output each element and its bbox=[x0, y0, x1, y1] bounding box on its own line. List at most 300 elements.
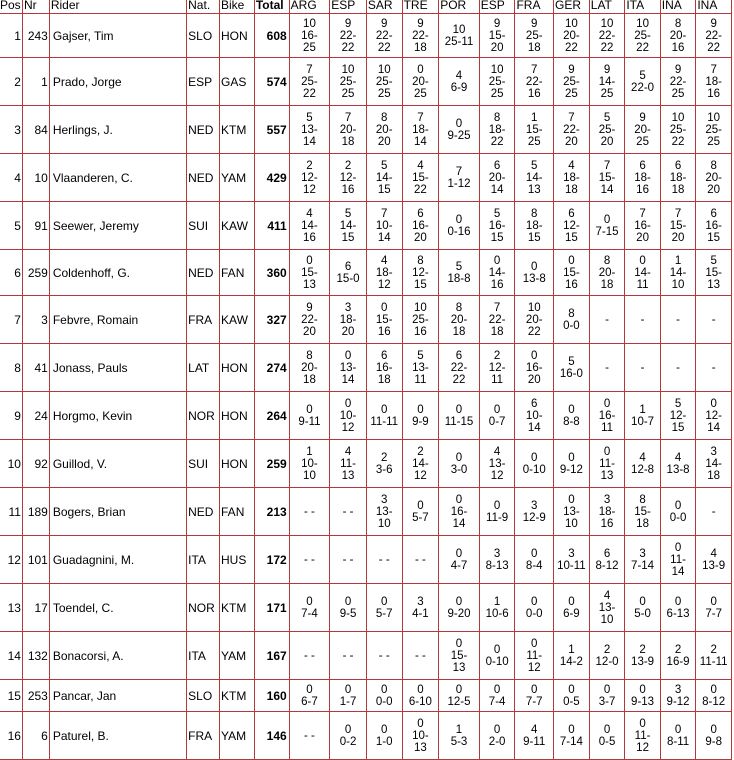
race-result-cell: 10 16- 25 bbox=[289, 14, 330, 58]
race-result-cell: 0 9-8 bbox=[696, 712, 732, 760]
total-points-cell: 171 bbox=[254, 584, 289, 632]
race-result-cell: 3 12-9 bbox=[515, 488, 554, 536]
total-points-cell: 429 bbox=[254, 154, 289, 202]
total-points-cell: 557 bbox=[254, 106, 289, 154]
race-result-cell: 2 12-0 bbox=[589, 632, 625, 680]
number-cell: 243 bbox=[22, 14, 49, 58]
table-row bbox=[0, 536, 732, 584]
race-result-cell: 9 20- 25 bbox=[625, 106, 660, 154]
number-cell: 3 bbox=[22, 296, 49, 344]
rider-name-cell: Guillod, V. bbox=[49, 440, 186, 488]
race-result-cell: 5 16-0 bbox=[554, 344, 590, 392]
number-cell: 92 bbox=[22, 440, 49, 488]
race-result-cell: 8 15- 18 bbox=[625, 488, 660, 536]
rider-name-cell: Jonass, Pauls bbox=[49, 344, 186, 392]
race-result-cell: - bbox=[589, 344, 625, 392]
race-result-cell: 3 9-12 bbox=[660, 680, 696, 712]
race-result-cell: 3 10-11 bbox=[554, 536, 590, 584]
column-header: FRA bbox=[515, 0, 554, 14]
race-result-cell: 0 7-7 bbox=[515, 680, 554, 712]
race-result-cell: 9 22- 20 bbox=[289, 296, 330, 344]
race-result-cell: - - bbox=[330, 488, 367, 536]
total-points-cell: 172 bbox=[254, 536, 289, 584]
race-result-cell: 0 16- 14 bbox=[439, 488, 480, 536]
race-result-cell: - bbox=[660, 296, 696, 344]
bike-cell: HON bbox=[220, 392, 255, 440]
total-points-cell: 608 bbox=[254, 14, 289, 58]
race-result-cell: 4 13-8 bbox=[660, 440, 696, 488]
table-row bbox=[0, 14, 732, 58]
race-result-cell: 8 20- 18 bbox=[439, 296, 480, 344]
race-result-cell: 0 6-7 bbox=[289, 680, 330, 712]
race-result-cell: 7 15- 20 bbox=[660, 202, 696, 250]
number-cell: 259 bbox=[22, 250, 49, 296]
race-result-cell: 7 16- 20 bbox=[625, 202, 660, 250]
column-header: Nr bbox=[22, 0, 49, 14]
race-result-cell: 10 25- 25 bbox=[696, 106, 732, 154]
race-result-cell: 4 18- 12 bbox=[366, 250, 402, 296]
number-cell: 91 bbox=[22, 202, 49, 250]
race-result-cell: - bbox=[625, 344, 660, 392]
bike-cell: KAW bbox=[220, 202, 255, 250]
race-result-cell: 6 16- 18 bbox=[366, 344, 402, 392]
rider-name-cell: Prado, Jorge bbox=[49, 58, 186, 106]
race-result-cell: - bbox=[696, 488, 732, 536]
race-result-cell: 10 25-11 bbox=[439, 14, 480, 58]
race-result-cell: 5 14- 15 bbox=[366, 154, 402, 202]
position-cell: 12 bbox=[0, 536, 22, 584]
race-result-cell: 6 16- 15 bbox=[696, 202, 732, 250]
total-points-cell: 264 bbox=[254, 392, 289, 440]
number-cell: 1 bbox=[22, 58, 49, 106]
table-row bbox=[0, 632, 732, 680]
race-result-cell: 0 7-4 bbox=[479, 680, 515, 712]
nationality-cell: ESP bbox=[187, 58, 220, 106]
race-result-cell: 1 15- 25 bbox=[515, 106, 554, 154]
total-points-cell: 146 bbox=[254, 712, 289, 760]
race-result-cell: 0 6-9 bbox=[554, 584, 590, 632]
column-header: Total bbox=[254, 0, 289, 14]
race-result-cell: 0 5-7 bbox=[402, 488, 439, 536]
total-points-cell: 259 bbox=[254, 440, 289, 488]
race-result-cell: 4 15- 22 bbox=[402, 154, 439, 202]
position-cell: 13 bbox=[0, 584, 22, 632]
race-result-cell: 3 4-1 bbox=[402, 584, 439, 632]
race-result-cell: 7 22- 20 bbox=[554, 106, 590, 154]
race-result-cell: 4 6-9 bbox=[439, 58, 480, 106]
race-result-cell: 8 18- 15 bbox=[515, 202, 554, 250]
race-result-cell: 2 13-9 bbox=[625, 632, 660, 680]
race-result-cell: 2 12- 11 bbox=[479, 344, 515, 392]
rider-name-cell: Bonacorsi, A. bbox=[49, 632, 186, 680]
race-result-cell: 5 25- 20 bbox=[589, 106, 625, 154]
bike-cell: HON bbox=[220, 14, 255, 58]
table-body bbox=[0, 14, 732, 760]
race-result-cell: 2 3-6 bbox=[366, 440, 402, 488]
position-cell: 3 bbox=[0, 106, 22, 154]
race-result-cell: 0 11- 13 bbox=[589, 440, 625, 488]
race-result-cell: 0 9-5 bbox=[330, 584, 367, 632]
number-cell: 132 bbox=[22, 632, 49, 680]
position-cell: 2 bbox=[0, 58, 22, 106]
race-result-cell: 0 11- 12 bbox=[625, 712, 660, 760]
nationality-cell: NED bbox=[187, 250, 220, 296]
race-result-cell: 2 16-9 bbox=[660, 632, 696, 680]
position-cell: 1 bbox=[0, 14, 22, 58]
race-result-cell: 4 12-8 bbox=[625, 440, 660, 488]
column-header: Nat. bbox=[187, 0, 220, 14]
table-row bbox=[0, 250, 732, 296]
column-header: TRE bbox=[402, 0, 439, 14]
race-result-cell: 0 11-9 bbox=[479, 488, 515, 536]
race-result-cell: 9 22- 22 bbox=[366, 14, 402, 58]
race-result-cell: 3 14- 18 bbox=[696, 440, 732, 488]
race-result-cell: 10 25- 22 bbox=[660, 106, 696, 154]
race-result-cell: 1 10-7 bbox=[625, 392, 660, 440]
race-result-cell: 8 12- 15 bbox=[402, 250, 439, 296]
bike-cell: KTM bbox=[220, 680, 255, 712]
column-header: ESP bbox=[330, 0, 367, 14]
race-result-cell: 0 9-20 bbox=[439, 584, 480, 632]
rider-name-cell: Coldenhoff, G. bbox=[49, 250, 186, 296]
race-result-cell: 7 18- 16 bbox=[696, 58, 732, 106]
race-result-cell: 7 10- 14 bbox=[366, 202, 402, 250]
race-result-cell: 6 22- 22 bbox=[439, 344, 480, 392]
table-row bbox=[0, 202, 732, 250]
race-result-cell: - bbox=[660, 344, 696, 392]
race-result-cell: 7 22- 18 bbox=[479, 296, 515, 344]
number-cell: 10 bbox=[22, 154, 49, 202]
race-result-cell: 0 13- 10 bbox=[554, 488, 590, 536]
column-header: GER bbox=[554, 0, 590, 14]
race-result-cell: 8 20- 20 bbox=[696, 154, 732, 202]
total-points-cell: 160 bbox=[254, 680, 289, 712]
race-result-cell: - bbox=[696, 296, 732, 344]
rider-name-cell: Febvre, Romain bbox=[49, 296, 186, 344]
bike-cell: KAW bbox=[220, 296, 255, 344]
column-header: Rider bbox=[49, 0, 186, 14]
column-header: LAT bbox=[589, 0, 625, 14]
nationality-cell: NED bbox=[187, 154, 220, 202]
race-result-cell: 2 11-11 bbox=[696, 632, 732, 680]
bike-cell: HUS bbox=[220, 536, 255, 584]
bike-cell: FAN bbox=[220, 250, 255, 296]
race-result-cell: 4 14- 16 bbox=[289, 202, 330, 250]
bike-cell: YAM bbox=[220, 632, 255, 680]
race-result-cell: 9 15- 20 bbox=[479, 14, 515, 58]
race-result-cell: 0 14- 16 bbox=[479, 250, 515, 296]
table-row bbox=[0, 680, 732, 712]
total-points-cell: 411 bbox=[254, 202, 289, 250]
nationality-cell: NOR bbox=[187, 584, 220, 632]
race-result-cell: - - bbox=[366, 632, 402, 680]
nationality-cell: NED bbox=[187, 106, 220, 154]
race-result-cell: 2 12- 16 bbox=[330, 154, 367, 202]
rider-name-cell: Guadagnini, M. bbox=[49, 536, 186, 584]
rider-name-cell: Seewer, Jeremy bbox=[49, 202, 186, 250]
race-result-cell: 0 9-13 bbox=[625, 680, 660, 712]
race-result-cell: 6 8-12 bbox=[589, 536, 625, 584]
race-result-cell: 2 12- 12 bbox=[289, 154, 330, 202]
race-result-cell: 9 14- 25 bbox=[589, 58, 625, 106]
race-result-cell: 9 25- 18 bbox=[515, 14, 554, 58]
race-result-cell: 0 13-8 bbox=[515, 250, 554, 296]
race-result-cell: 5 22-0 bbox=[625, 58, 660, 106]
race-result-cell: 0 8-11 bbox=[660, 712, 696, 760]
position-cell: 15 bbox=[0, 680, 22, 712]
race-result-cell: 7 15- 14 bbox=[589, 154, 625, 202]
race-result-cell: 0 0-0 bbox=[366, 680, 402, 712]
table-row bbox=[0, 584, 732, 632]
race-result-cell: 10 20- 22 bbox=[515, 296, 554, 344]
number-cell: 189 bbox=[22, 488, 49, 536]
race-result-cell: 9 25- 25 bbox=[554, 58, 590, 106]
table-row bbox=[0, 440, 732, 488]
race-result-cell: 7 22- 16 bbox=[515, 58, 554, 106]
race-result-cell: 0 7-14 bbox=[554, 712, 590, 760]
race-result-cell: - - bbox=[289, 536, 330, 584]
race-result-cell: 0 7-4 bbox=[289, 584, 330, 632]
race-result-cell: 7 25- 22 bbox=[289, 58, 330, 106]
race-result-cell: 0 1-7 bbox=[330, 680, 367, 712]
number-cell: 6 bbox=[22, 712, 49, 760]
table-row bbox=[0, 344, 732, 392]
nationality-cell: SUI bbox=[187, 440, 220, 488]
nationality-cell: ITA bbox=[187, 632, 220, 680]
race-result-cell: 0 0-2 bbox=[330, 712, 367, 760]
race-result-cell: 5 14- 13 bbox=[515, 154, 554, 202]
rider-name-cell: Pancar, Jan bbox=[49, 680, 186, 712]
race-result-cell: - - bbox=[402, 632, 439, 680]
race-result-cell: 0 3-0 bbox=[439, 440, 480, 488]
column-header: ESP bbox=[479, 0, 515, 14]
race-result-cell: 0 0-5 bbox=[554, 680, 590, 712]
race-result-cell: 0 11- 14 bbox=[660, 536, 696, 584]
race-result-cell: 3 18- 16 bbox=[589, 488, 625, 536]
rider-name-cell: Toendel, C. bbox=[49, 584, 186, 632]
race-result-cell: 8 0-0 bbox=[554, 296, 590, 344]
number-cell: 101 bbox=[22, 536, 49, 584]
race-result-cell: 1 5-3 bbox=[439, 712, 480, 760]
race-result-cell: 9 22- 18 bbox=[402, 14, 439, 58]
race-result-cell: - - bbox=[289, 488, 330, 536]
race-result-cell: 5 13- 14 bbox=[289, 106, 330, 154]
race-result-cell: 4 13- 12 bbox=[479, 440, 515, 488]
nationality-cell: ITA bbox=[187, 536, 220, 584]
race-result-cell: 0 15- 16 bbox=[554, 250, 590, 296]
race-result-cell: 0 9-9 bbox=[402, 392, 439, 440]
number-cell: 17 bbox=[22, 584, 49, 632]
total-points-cell: 274 bbox=[254, 344, 289, 392]
rider-name-cell: Vlaanderen, C. bbox=[49, 154, 186, 202]
table-row bbox=[0, 106, 732, 154]
race-result-cell: 0 0-5 bbox=[589, 712, 625, 760]
race-result-cell: - - bbox=[330, 632, 367, 680]
position-cell: 14 bbox=[0, 632, 22, 680]
race-result-cell: 0 8-8 bbox=[554, 392, 590, 440]
race-result-cell: 5 15- 13 bbox=[696, 250, 732, 296]
nationality-cell: SLO bbox=[187, 14, 220, 58]
rider-name-cell: Horgmo, Kevin bbox=[49, 392, 186, 440]
race-result-cell: - - bbox=[402, 536, 439, 584]
race-result-cell: 0 6-13 bbox=[660, 584, 696, 632]
race-result-cell: 0 7-7 bbox=[696, 584, 732, 632]
rider-name-cell: Bogers, Brian bbox=[49, 488, 186, 536]
table-row bbox=[0, 296, 732, 344]
race-result-cell: 5 18-8 bbox=[439, 250, 480, 296]
race-result-cell: 0 0-7 bbox=[479, 392, 515, 440]
race-result-cell: 0 5-0 bbox=[625, 584, 660, 632]
race-result-cell: 8 20- 18 bbox=[289, 344, 330, 392]
race-result-cell: 3 13- 10 bbox=[366, 488, 402, 536]
number-cell: 253 bbox=[22, 680, 49, 712]
bike-cell: KTM bbox=[220, 584, 255, 632]
table-row bbox=[0, 58, 732, 106]
race-result-cell: 0 6-10 bbox=[402, 680, 439, 712]
race-result-cell: 0 11-11 bbox=[366, 392, 402, 440]
race-result-cell: 10 25- 16 bbox=[402, 296, 439, 344]
race-result-cell: 0 0-10 bbox=[479, 632, 515, 680]
nationality-cell: LAT bbox=[187, 344, 220, 392]
race-result-cell: 0 7-15 bbox=[589, 202, 625, 250]
race-result-cell: - - bbox=[330, 536, 367, 584]
column-header: Bike bbox=[220, 0, 255, 14]
bike-cell: HON bbox=[220, 440, 255, 488]
race-result-cell: 0 8-12 bbox=[696, 680, 732, 712]
position-cell: 5 bbox=[0, 202, 22, 250]
race-result-cell: 6 15-0 bbox=[330, 250, 367, 296]
rider-name-cell: Paturel, B. bbox=[49, 712, 186, 760]
race-result-cell: 8 20- 16 bbox=[660, 14, 696, 58]
position-cell: 9 bbox=[0, 392, 22, 440]
race-result-cell: 4 11- 13 bbox=[330, 440, 367, 488]
column-header: INA bbox=[660, 0, 696, 14]
race-result-cell: 0 15- 16 bbox=[366, 296, 402, 344]
race-result-cell: 0 13- 14 bbox=[330, 344, 367, 392]
race-result-cell: 0 1-0 bbox=[366, 712, 402, 760]
race-result-cell: 0 0-0 bbox=[660, 488, 696, 536]
race-result-cell: 8 20- 18 bbox=[589, 250, 625, 296]
race-result-cell: - - bbox=[366, 536, 402, 584]
race-result-cell: 10 25- 22 bbox=[625, 14, 660, 58]
position-cell: 7 bbox=[0, 296, 22, 344]
race-result-cell: 1 14-2 bbox=[554, 632, 590, 680]
race-result-cell: 0 12- 14 bbox=[696, 392, 732, 440]
number-cell: 84 bbox=[22, 106, 49, 154]
race-result-cell: 7 20- 18 bbox=[330, 106, 367, 154]
position-cell: 8 bbox=[0, 344, 22, 392]
nationality-cell: FRA bbox=[187, 296, 220, 344]
table-row bbox=[0, 392, 732, 440]
race-result-cell: 0 0-10 bbox=[515, 440, 554, 488]
race-result-cell: 10 20- 22 bbox=[554, 14, 590, 58]
position-cell: 11 bbox=[0, 488, 22, 536]
race-result-cell: 0 20- 25 bbox=[402, 58, 439, 106]
race-result-cell: 0 0-0 bbox=[515, 584, 554, 632]
race-result-cell: 5 13- 11 bbox=[402, 344, 439, 392]
race-result-cell: 10 25- 25 bbox=[330, 58, 367, 106]
race-result-cell: 1 14- 10 bbox=[660, 250, 696, 296]
nationality-cell: NED bbox=[187, 488, 220, 536]
race-result-cell: 5 16- 15 bbox=[479, 202, 515, 250]
race-result-cell: 3 7-14 bbox=[625, 536, 660, 584]
race-result-cell: 9 22- 22 bbox=[330, 14, 367, 58]
position-cell: 6 bbox=[0, 250, 22, 296]
race-result-cell: 0 10- 13 bbox=[402, 712, 439, 760]
race-result-cell: - bbox=[589, 296, 625, 344]
race-result-cell: 7 1-12 bbox=[439, 154, 480, 202]
nationality-cell: SLO bbox=[187, 680, 220, 712]
nationality-cell: NOR bbox=[187, 392, 220, 440]
race-result-cell: 3 18- 20 bbox=[330, 296, 367, 344]
table-header bbox=[0, 0, 732, 14]
nationality-cell: SUI bbox=[187, 202, 220, 250]
race-result-cell: 10 25- 25 bbox=[366, 58, 402, 106]
race-result-cell: 4 13- 10 bbox=[589, 584, 625, 632]
position-cell: 10 bbox=[0, 440, 22, 488]
column-header: ITA bbox=[625, 0, 660, 14]
number-cell: 24 bbox=[22, 392, 49, 440]
race-result-cell: 0 0-16 bbox=[439, 202, 480, 250]
table-row bbox=[0, 712, 732, 760]
total-points-cell: 167 bbox=[254, 632, 289, 680]
race-result-cell: 0 4-7 bbox=[439, 536, 480, 584]
race-result-cell: 5 14- 15 bbox=[330, 202, 367, 250]
race-result-cell: 2 14- 12 bbox=[402, 440, 439, 488]
race-result-cell: 4 9-11 bbox=[515, 712, 554, 760]
race-result-cell: 7 18- 14 bbox=[402, 106, 439, 154]
table-row bbox=[0, 488, 732, 536]
race-result-cell: 1 10-6 bbox=[479, 584, 515, 632]
race-result-cell: 10 25- 25 bbox=[479, 58, 515, 106]
column-header: POR bbox=[439, 0, 480, 14]
race-result-cell: 9 22- 25 bbox=[660, 58, 696, 106]
race-result-cell: - - bbox=[289, 712, 330, 760]
race-result-cell: 6 16- 20 bbox=[402, 202, 439, 250]
bike-cell: KTM bbox=[220, 106, 255, 154]
race-result-cell: 0 15- 13 bbox=[289, 250, 330, 296]
bike-cell: YAM bbox=[220, 154, 255, 202]
total-points-cell: 327 bbox=[254, 296, 289, 344]
number-cell: 41 bbox=[22, 344, 49, 392]
race-result-cell: - bbox=[625, 296, 660, 344]
race-result-cell: 10 22- 22 bbox=[589, 14, 625, 58]
race-result-cell: 0 8-4 bbox=[515, 536, 554, 584]
column-header: Pos bbox=[0, 0, 22, 14]
race-result-cell: 0 2-0 bbox=[479, 712, 515, 760]
race-result-cell: 0 11- 12 bbox=[515, 632, 554, 680]
position-cell: 16 bbox=[0, 712, 22, 760]
nationality-cell: FRA bbox=[187, 712, 220, 760]
race-result-cell: 0 15- 13 bbox=[439, 632, 480, 680]
race-result-cell: 0 9-12 bbox=[554, 440, 590, 488]
column-header: ARG bbox=[289, 0, 330, 14]
bike-cell: HON bbox=[220, 344, 255, 392]
race-result-cell: - bbox=[696, 344, 732, 392]
race-result-cell: 6 12- 15 bbox=[554, 202, 590, 250]
race-result-cell: 8 18- 22 bbox=[479, 106, 515, 154]
race-result-cell: 0 10- 12 bbox=[330, 392, 367, 440]
race-result-cell: 6 10- 14 bbox=[515, 392, 554, 440]
race-result-cell: 5 12- 15 bbox=[660, 392, 696, 440]
race-result-cell: 0 11-15 bbox=[439, 392, 480, 440]
column-header: INA bbox=[696, 0, 732, 14]
table-row bbox=[0, 154, 732, 202]
race-result-cell: 6 18- 18 bbox=[660, 154, 696, 202]
total-points-cell: 574 bbox=[254, 58, 289, 106]
race-result-cell: 0 5-7 bbox=[366, 584, 402, 632]
race-result-cell: 0 9-11 bbox=[289, 392, 330, 440]
